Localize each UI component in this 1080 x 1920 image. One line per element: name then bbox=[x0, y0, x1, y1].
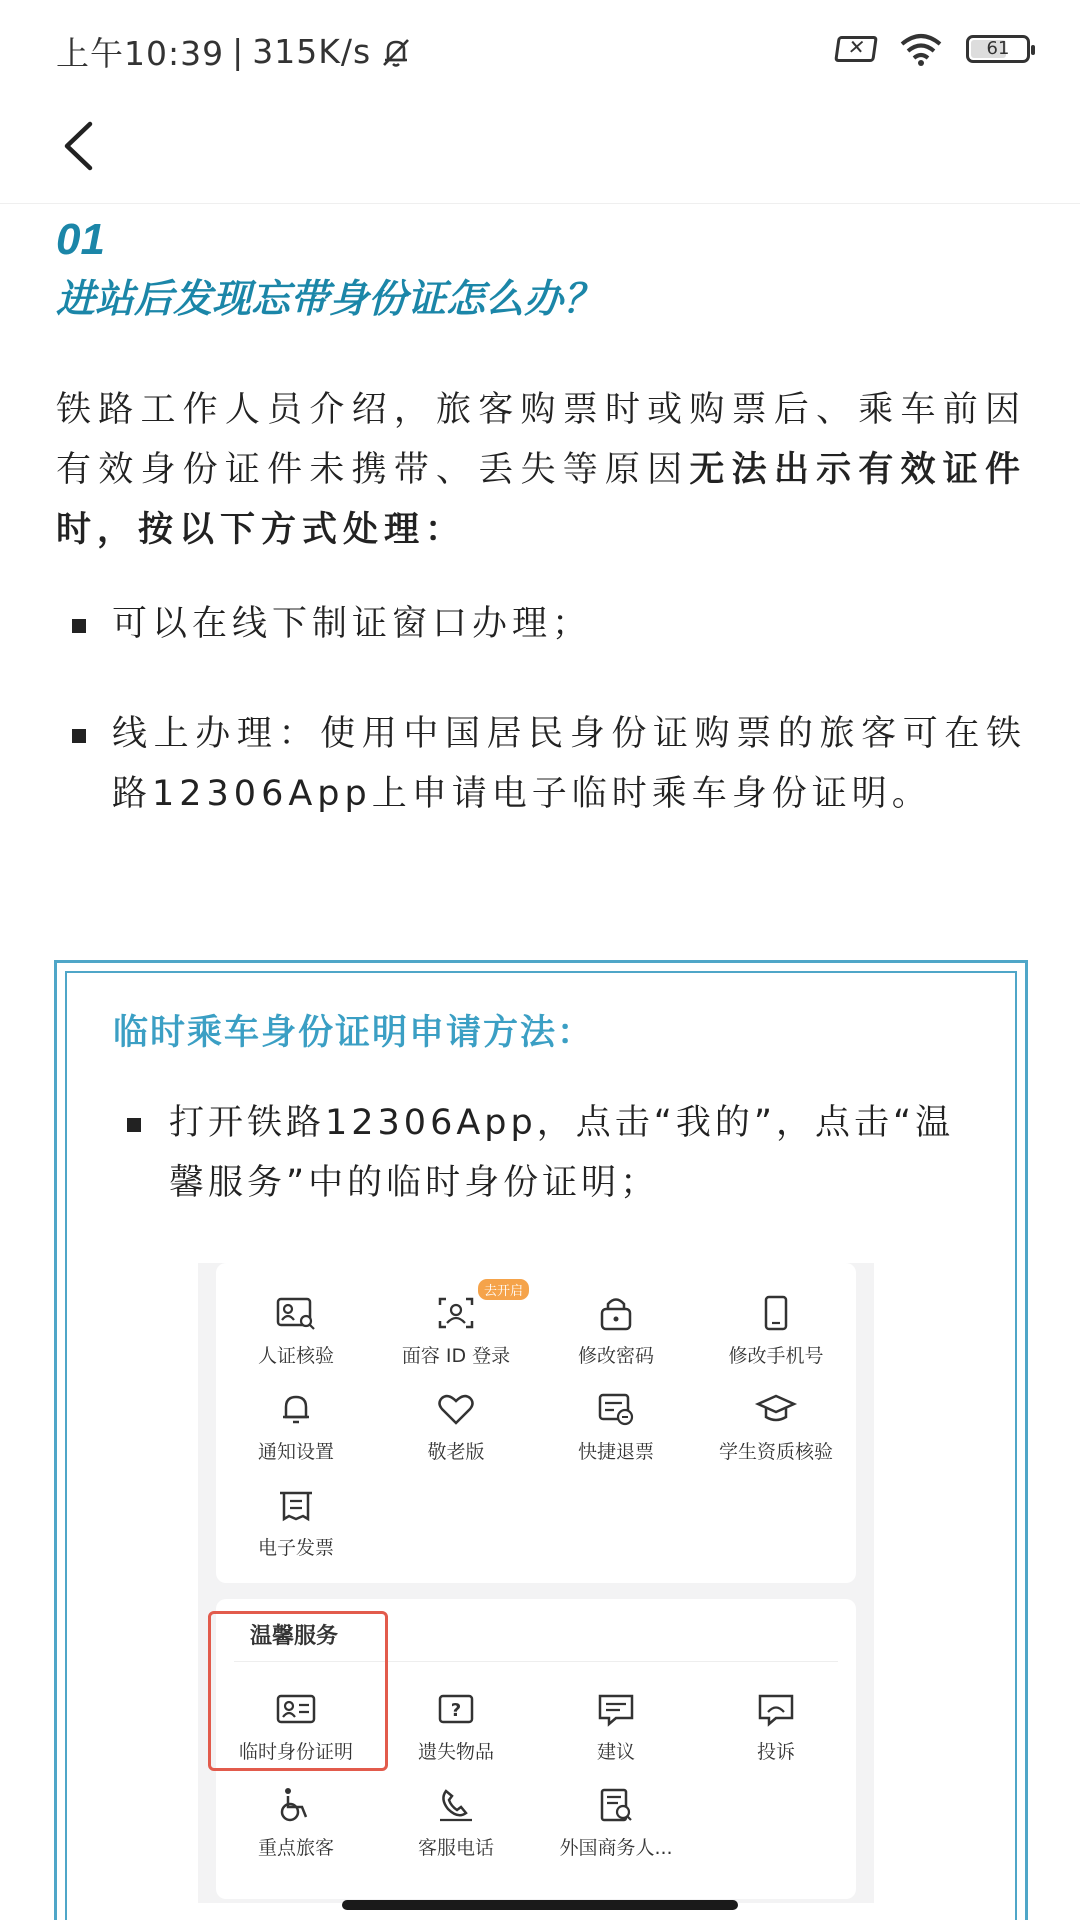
lock-icon bbox=[594, 1293, 638, 1333]
back-arrow-icon[interactable] bbox=[55, 116, 105, 176]
intro-text: 铁路工作人员介绍，旅客购票时或购票后、乘车前因有效身份证件未携带、丢失等原因 bbox=[56, 390, 1026, 490]
bullet-item: 可以在线下制证窗口办理； bbox=[56, 594, 1026, 654]
grid-item-label: 建议 bbox=[596, 1741, 635, 1763]
lost-item-icon bbox=[434, 1689, 478, 1729]
highlight-box bbox=[208, 1611, 388, 1771]
grid-item[interactable] bbox=[536, 1389, 696, 1464]
grid-item[interactable] bbox=[216, 1485, 376, 1560]
wheelchair-icon bbox=[274, 1785, 318, 1825]
method-bullet: 打开铁路12306App，点击“我的”，点击“温馨服务”中的临时身份证明； bbox=[113, 1093, 983, 1213]
article-title: 进站后发现忘带身份证怎么办？ bbox=[56, 277, 603, 322]
grid-item[interactable] bbox=[536, 1689, 696, 1764]
method-box-title: 临时乘车身份证明申请方法： bbox=[113, 1013, 595, 1053]
grid-item-label: 通知设置 bbox=[257, 1441, 334, 1463]
grid-item-label: 遗失物品 bbox=[417, 1741, 494, 1763]
grid-item[interactable] bbox=[536, 1785, 696, 1860]
grid-item[interactable] bbox=[376, 1785, 536, 1860]
grid-item[interactable] bbox=[376, 1293, 536, 1368]
grid-item[interactable] bbox=[376, 1689, 536, 1764]
grid-item-label: 修改密码 bbox=[577, 1345, 654, 1367]
svg-text:?: ? bbox=[450, 1700, 462, 1721]
grid-item[interactable] bbox=[536, 1293, 696, 1368]
article bbox=[56, 210, 1026, 874]
grid-item-label: 临时身份证明 bbox=[238, 1741, 353, 1763]
grid-item[interactable] bbox=[216, 1389, 376, 1464]
bullet-item: 线上办理：使用中国居民身份证购票的旅客可在铁路12306App上申请电子临时乘车身份证明。 bbox=[56, 704, 1026, 824]
intro-paragraph bbox=[56, 380, 1026, 560]
grid-item-label: 外国商务人... bbox=[559, 1837, 673, 1859]
grid-item-label: 人证核验 bbox=[257, 1345, 334, 1367]
grid-item-label: 重点旅客 bbox=[257, 1837, 334, 1859]
graduation-cap-icon bbox=[754, 1389, 798, 1429]
open-tag: 去开启 bbox=[478, 1279, 529, 1300]
complaint-icon bbox=[754, 1689, 798, 1729]
section-title: 温馨服务 bbox=[250, 1624, 339, 1649]
home-indicator[interactable] bbox=[342, 1900, 738, 1910]
grid-item-label: 客服电话 bbox=[417, 1837, 494, 1859]
grid-item-label: 敬老版 bbox=[427, 1441, 485, 1463]
grid-item-label: 投诉 bbox=[756, 1741, 795, 1763]
battery-level: 61 bbox=[986, 38, 1010, 59]
grid-item-label: 修改手机号 bbox=[728, 1345, 824, 1367]
wifi-icon bbox=[898, 32, 944, 66]
section-number: 01 bbox=[56, 215, 105, 264]
phone-call-icon bbox=[434, 1785, 478, 1825]
grid-item[interactable] bbox=[216, 1785, 376, 1860]
grid-item[interactable] bbox=[696, 1389, 856, 1464]
heart-icon bbox=[434, 1389, 478, 1429]
grid-item-label: 学生资质核验 bbox=[718, 1441, 833, 1463]
embedded-app-screenshot bbox=[198, 1263, 874, 1903]
intro-bold-text: 无法出示有效证件时，按以下方式处理： bbox=[56, 450, 1026, 550]
network-speed: 315K/s bbox=[252, 32, 372, 71]
status-bar bbox=[0, 0, 1080, 96]
settings-card bbox=[216, 1263, 856, 1583]
grid-item-label: 电子发票 bbox=[257, 1537, 334, 1559]
no-sim-icon bbox=[834, 36, 878, 62]
grid-item-label: 快捷退票 bbox=[577, 1441, 654, 1463]
id-verify-icon bbox=[274, 1293, 318, 1333]
grid-item-label: 面容 ID 登录 bbox=[401, 1345, 511, 1367]
suggestion-icon bbox=[594, 1689, 638, 1729]
ticket-refund-icon bbox=[594, 1389, 638, 1429]
grid-item[interactable] bbox=[376, 1389, 536, 1464]
status-time: 上午10:39 bbox=[56, 34, 225, 73]
face-id-icon bbox=[434, 1293, 478, 1333]
nav-bar bbox=[0, 96, 1080, 204]
status-separator: | bbox=[232, 32, 245, 71]
bullet-list bbox=[56, 594, 1026, 824]
phone-icon bbox=[754, 1293, 798, 1333]
grid-item[interactable] bbox=[696, 1293, 856, 1368]
foreign-business-icon bbox=[594, 1785, 638, 1825]
grid-item[interactable] bbox=[696, 1689, 856, 1764]
status-left bbox=[56, 28, 413, 75]
bell-icon bbox=[274, 1389, 318, 1429]
status-right bbox=[836, 32, 1030, 66]
bell-muted-icon bbox=[379, 35, 413, 69]
grid-item[interactable] bbox=[216, 1293, 376, 1368]
battery-icon bbox=[966, 35, 1030, 63]
invoice-icon bbox=[274, 1485, 318, 1525]
